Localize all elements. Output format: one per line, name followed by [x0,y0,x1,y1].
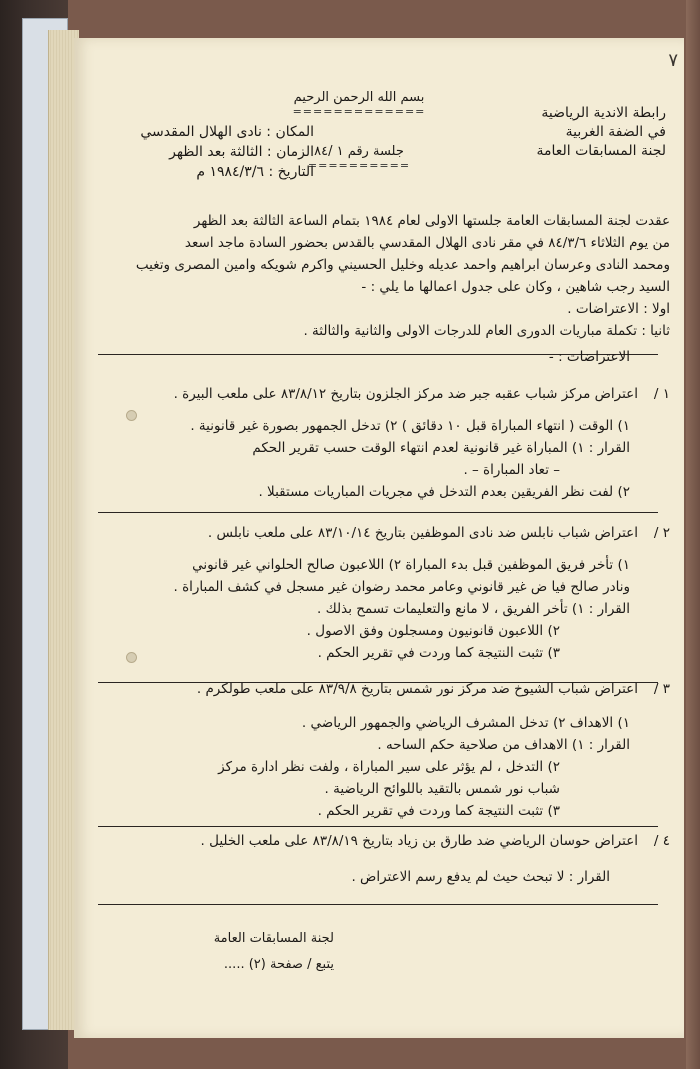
objections-title: الاعتراضات : - [548,349,630,365]
meeting-time: الزمان : الثالثة بعد الظهر [169,144,314,160]
org-line: رابطة الاندية الرياضية [541,105,666,121]
intro-line: من يوم الثلاثاء ٨٤/٣/٦ في مقر نادى الهلال المقدسي بالقدس بحضور السادة ماجد اسعد [184,235,670,251]
objection-section-2 [80,522,670,664]
section-line: ٢) التدخل ، لم يؤثر على سير المباراة ، ولفت نظر ادارة مركز [218,759,560,775]
organization-block [506,104,666,161]
section-number: ٣ / [653,681,670,697]
section-line: القرار : ١) الاهداف من صلاحية حكم الساحه . [377,737,630,753]
agenda-item: اولا : الاعتراضات . [567,301,670,317]
org-line: في الضفة الغربية [565,124,666,140]
section-line: ٣) تثبت النتيجة كما وردت في تقرير الحكم . [317,645,560,661]
section-line: القرار : لا تبحث حيث لم يدفع رسم الاعتراض . [351,869,610,885]
section-line: ٢) لفت نظر الفريقين بعدم التدخل في مجريات المباريات مستقبلا . [258,484,630,500]
section-number: ٤ / [653,833,670,849]
meeting-place: المكان : نادى الهلال المقدسي [140,124,314,140]
session-underline: ========== [307,159,411,172]
section-line: ١) الوقت ( انتهاء المباراة قبل ١٠ دقائق ) ٢) تدخل الجمهور بصورة غير قانونية . [190,418,630,434]
org-line: لجنة المسابقات العامة [536,143,666,159]
section-title: اعتراض شباب نابلس ضد نادى الموظفين بتاريخ ٨٣/١٠/١٤ على ملعب نابلس . [207,525,638,541]
section-line: القرار : ١) المباراة غير قانونية لعدم انتهاء الوقت حسب تقرير الحكم [252,440,630,456]
meeting-date: التاريخ : ١٩٨٤/٣/٦ م [196,164,314,180]
meeting-details [114,122,314,182]
committee-signature: لجنة المسابقات العامة [213,931,334,946]
section-line: ونادر صالح فيا ض غير قانوني وعامر محمد رضوان غير مسجل في كشف المباراة . [173,579,630,595]
section-line: شباب نور شمس بالتقيد باللوائح الرياضية . [324,781,560,797]
intro-line: عقدت لجنة المسابقات العامة جلستها الاولى لعام ١٩٨٤ بتمام الساعة الثالثة بعد الظهر [193,213,670,229]
section-title: اعتراض حوسان الرياضي ضد طارق بن زياد بتاريخ ٨٣/٨/١٩ على ملعب الخليل . [200,833,638,849]
section-line: ٣) تثبت النتيجة كما وردت في تقرير الحكم . [317,803,560,819]
section-title: اعتراض مركز شباب عقبه جبر ضد مركز الجلزون بتاريخ ٨٣/٨/١٢ على ملعب البيرة . [173,386,638,402]
intro-paragraph [80,210,670,342]
footer [114,926,334,978]
section-title: اعتراض شباب الشيوخ ضد مركز نور شمس بتاريخ ٨٣/٩/٨ على ملعب طولكرم . [196,681,638,697]
section-number: ١ / [653,386,670,402]
objection-section-1 [80,383,670,503]
page-number: ٧ [668,50,678,71]
continued-note: يتبع / صفحة (٢) ..... [223,957,334,972]
divider [98,904,658,905]
book-cover-edge [686,0,700,1069]
section-line: القرار : ١) تأخر الفريق ، لا مانع والتعليمات تسمح بذلك . [317,601,630,617]
divider [98,826,658,827]
binding-hole [126,410,137,421]
document-page [74,38,684,1038]
section-line: ٢) اللاعبون قانونيون ومسجلون وفق الاصول . [306,623,560,639]
basmala: بسم الله الرحمن الرحيم [293,90,425,105]
objection-section-3 [80,678,670,822]
section-line: – تعاد المباراة – . [463,462,560,478]
section-line: ١) الاهداف ٢) تدخل المشرف الرياضي والجمهور الرياضي . [301,715,630,731]
binding-hole [126,652,137,663]
intro-line: ومحمد النادى وعرسان ابراهيم واحمد عديله وخليل الحسيني واكرم شويكه وامين المصرى وتغيب [135,257,670,273]
section-line: ١) تأخر فريق الموظفين قبل بدء المباراة ٢) اللاعبون صالح الحلواني غير قانوني [192,557,630,573]
agenda-item: ثانيا : تكملة مباريات الدورى العام للدرجات الاولى والثانية والثالثة . [303,323,670,339]
session-number: جلسة رقم ١ /٨٤ [314,144,404,159]
basmala-underline: ============= [292,105,426,118]
objection-section-4 [80,830,670,888]
intro-line: السيد رجب شاهين ، وكان على جدول اعمالها ما يلي : - [361,279,670,295]
section-number: ٢ / [653,525,670,541]
divider [98,512,658,513]
